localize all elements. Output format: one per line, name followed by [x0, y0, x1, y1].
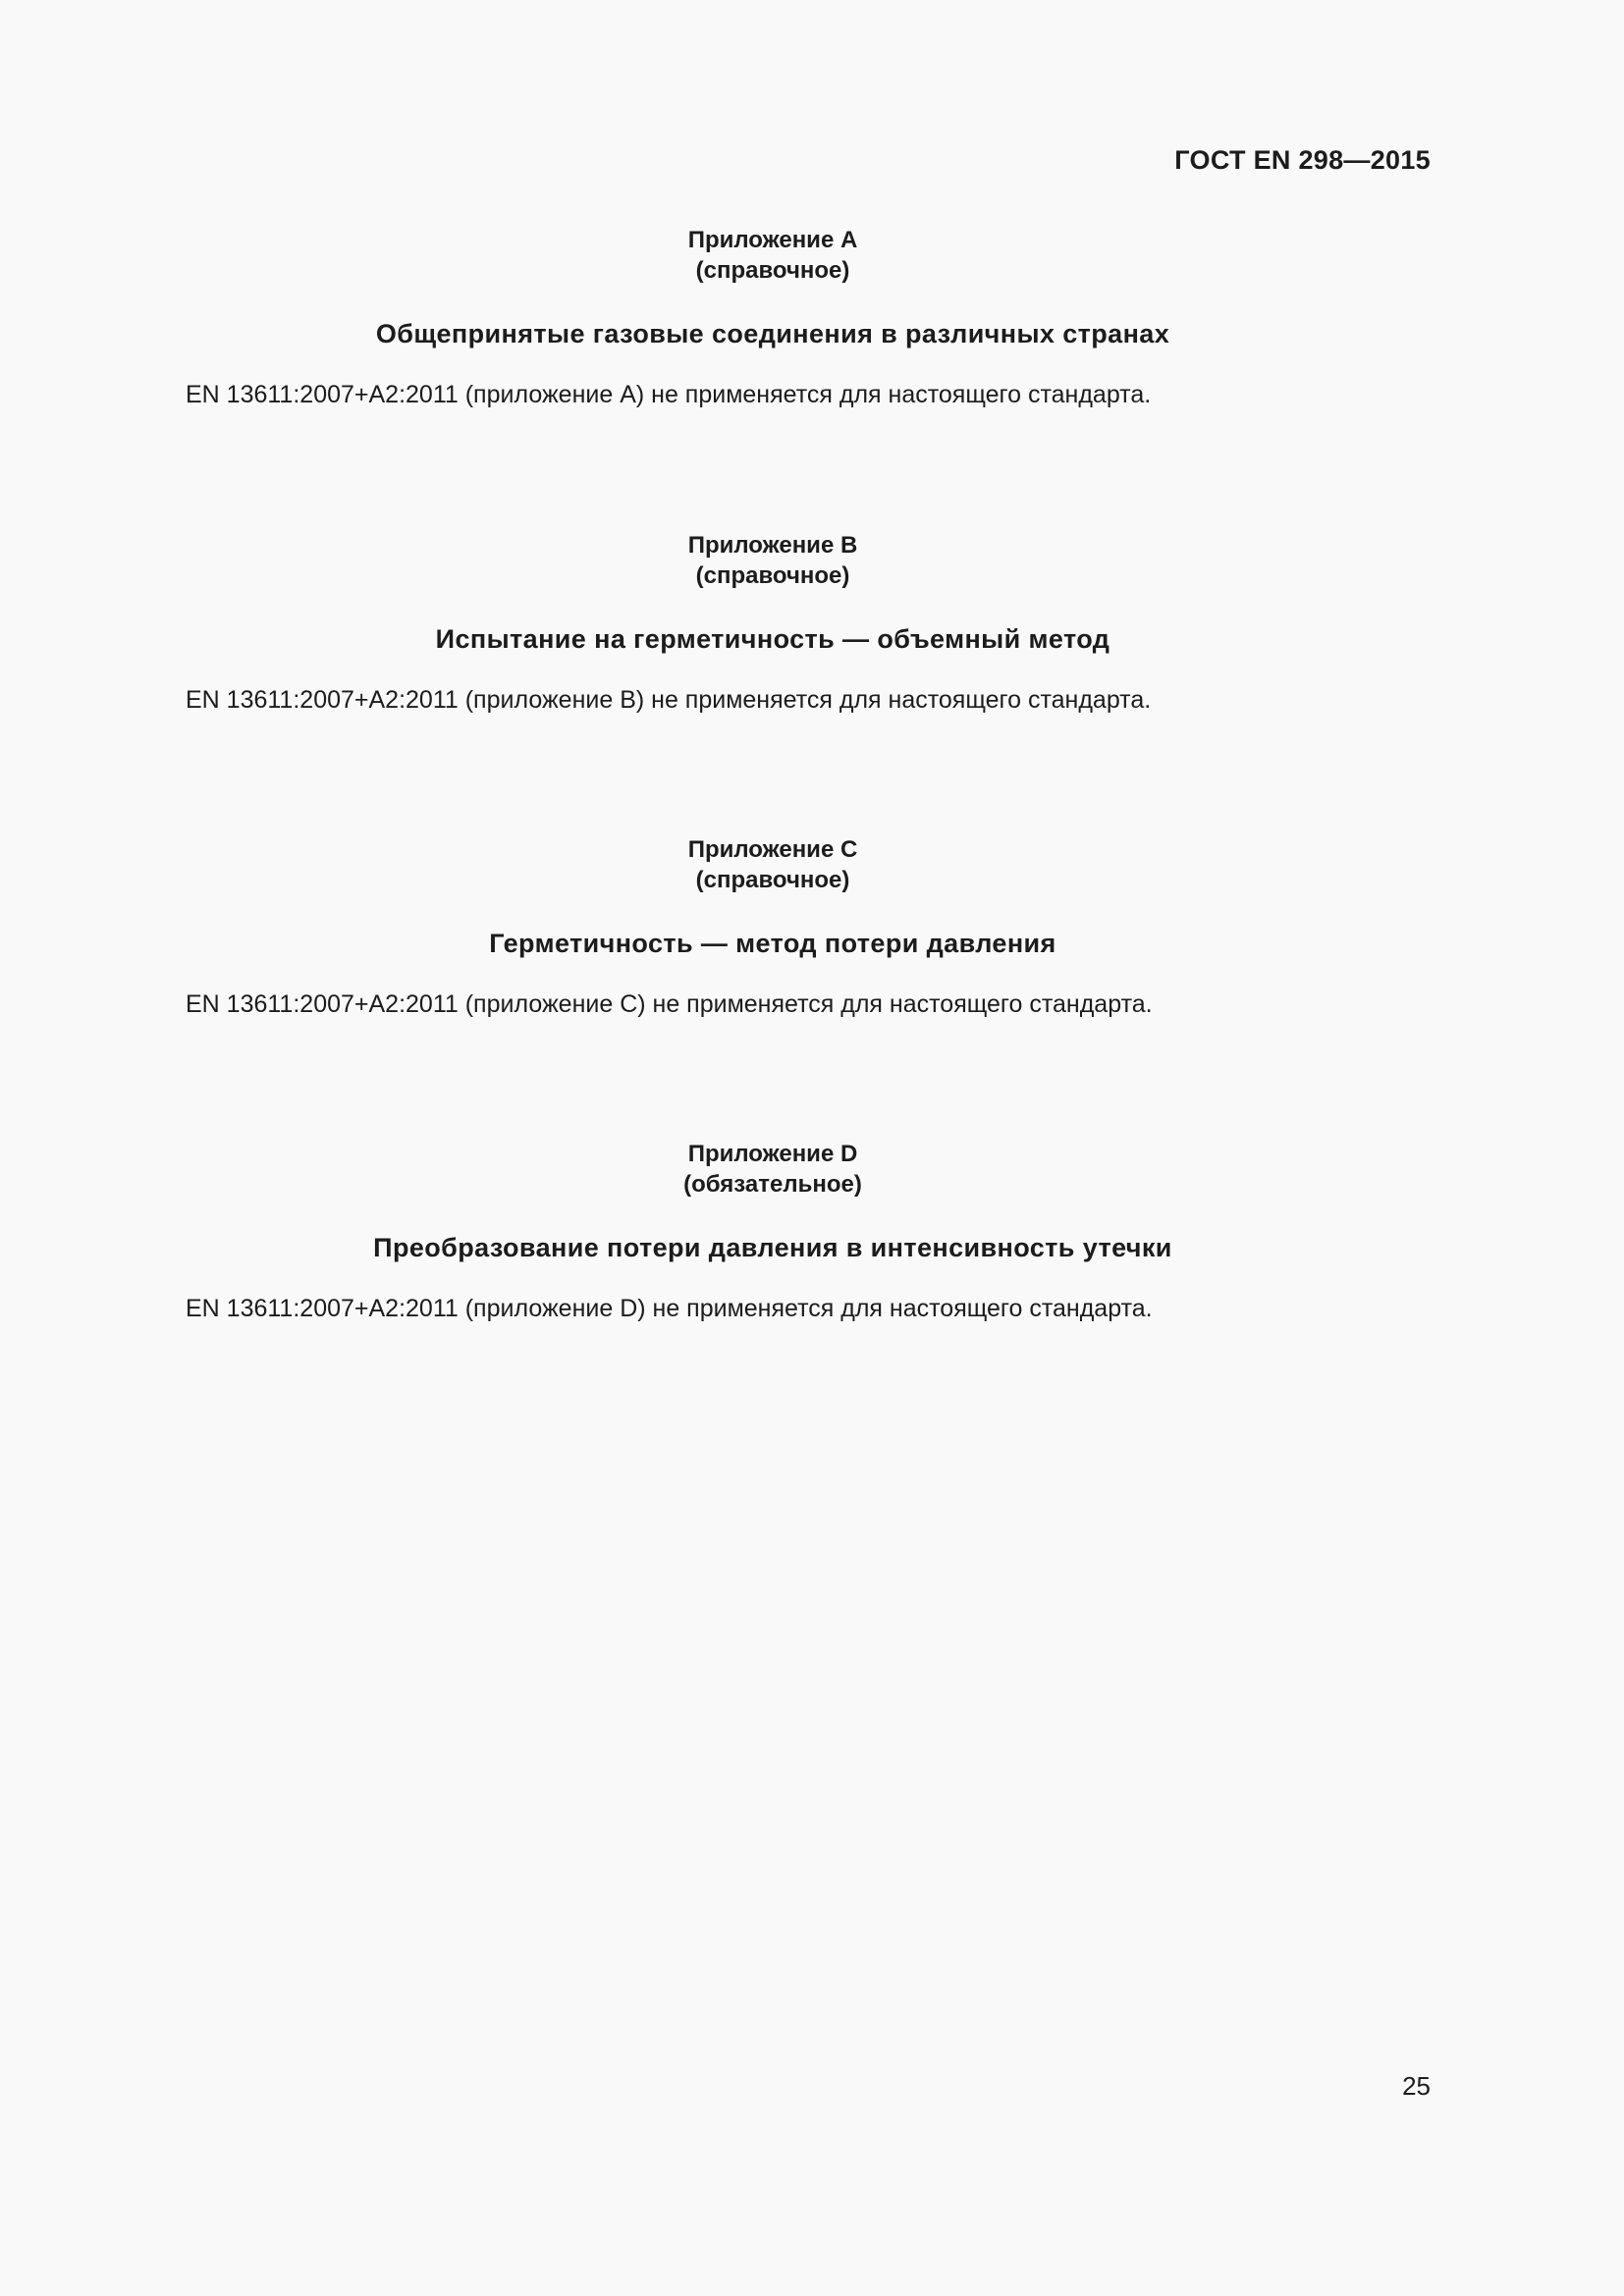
annex-label: Приложение D — [687, 1141, 858, 1167]
annex-text: EN 13611:2007+A2:2011 (приложение В) не применяется для настоящего стандарта. — [186, 686, 1152, 714]
annex-title: Испытание на герметичность — объемный метод — [435, 624, 1110, 654]
document-code: ГОСТ EN 298—2015 — [1174, 145, 1431, 175]
annex-text: EN 13611:2007+A2:2011 (приложение А) не применяется для настоящего стандарта. — [186, 381, 1152, 408]
annex-status: (справочное) — [695, 257, 850, 284]
annex-label: Приложение С — [687, 836, 858, 863]
annex-label: Приложение В — [687, 532, 858, 559]
annex-title: Общепринятые газовые соединения в различных странах — [375, 319, 1170, 348]
annex-status: (справочное) — [695, 562, 850, 589]
annex-status: (обязательное) — [683, 1171, 862, 1198]
annex-text: EN 13611:2007+A2:2011 (приложение D) не применяется для настоящего стандарта. — [186, 1295, 1153, 1322]
annex-label: Приложение А — [687, 227, 858, 253]
page-number: 25 — [1402, 2071, 1431, 2101]
annex-title: Преобразование потери давления в интенсивность утечки — [373, 1233, 1172, 1262]
annex-text: EN 13611:2007+A2:2011 (приложение С) не применяется для настоящего стандарта. — [186, 990, 1153, 1018]
annex-status: (справочное) — [695, 867, 850, 893]
annex-title: Герметичность — метод потери давления — [489, 929, 1056, 958]
